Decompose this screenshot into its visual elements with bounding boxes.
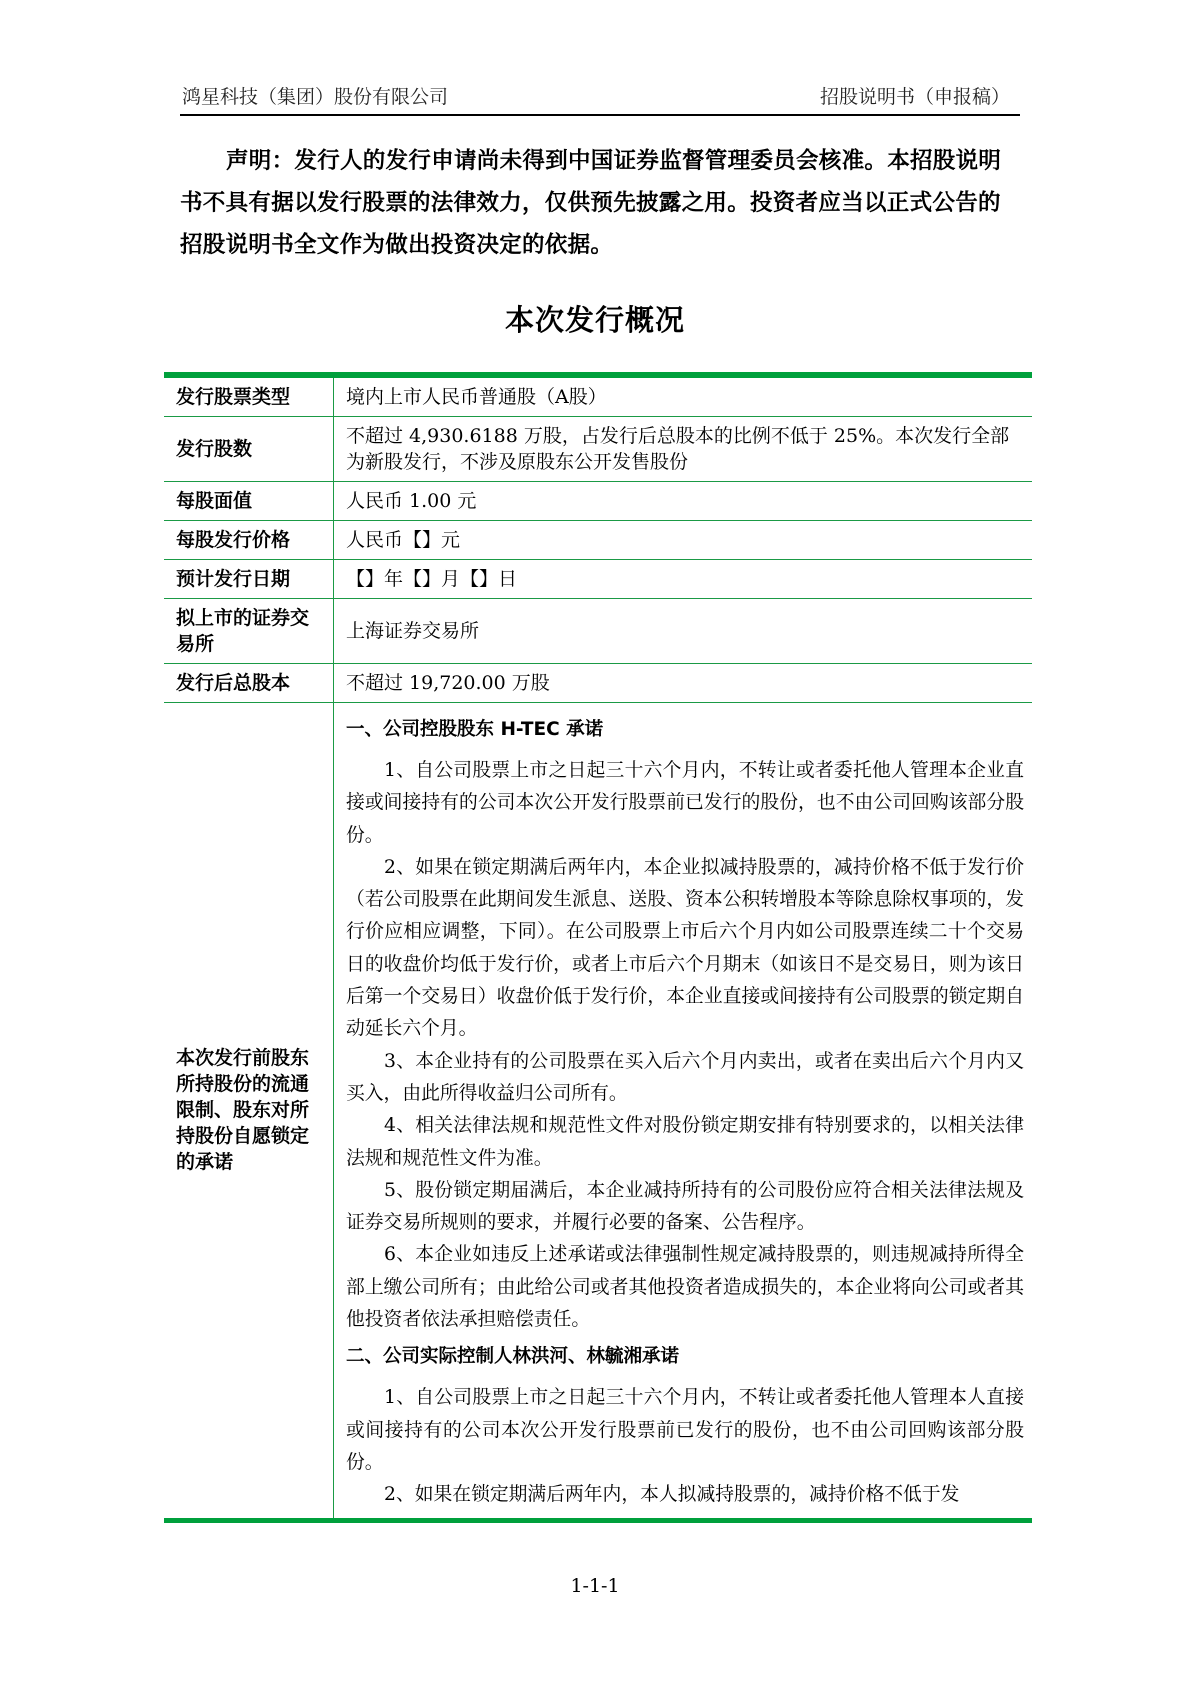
disclaimer-statement: 声明：发行人的发行申请尚未得到中国证券监督管理委员会核准。本招股说明书不具有据以发行股票的法律效力，仅供预先披露之用。投资者应当以正式公告的招股说明书全文作为做出投资决定的依据。 <box>180 148 1002 258</box>
table-row <box>164 417 1032 482</box>
section-1-item: 5、股份锁定期届满后，本企业减持所持有的公司股份应符合相关法律法规及证券交易所规则的要求，并履行必要的备案、公告程序。 <box>346 1179 1024 1234</box>
section-1-item: 2、如果在锁定期满后两年内，本企业拟减持股票的，减持价格不低于发行价（若公司股票在此期间发生派息、送股、资本公积转增股本等除息除权事项的，发行价应相应调整，下同）。在公司股票上市后六个月内如公司股票连续二十个交易日的收盘价均低于发行价，或者上市后六个月期末（如该日不是交易日，则为该日后第一个交易日）收盘价低于发行价，本企业直接或间接持有公司股票的锁定期自动延长六个月。 <box>346 856 1024 1040</box>
lockup-label: 本次发行前股东所持股份的流通限制、股东对所持股份自愿锁定的承诺 <box>164 703 334 1518</box>
table-row <box>164 560 1032 599</box>
header-company-name: 鸿星科技（集团）股份有限公司 <box>182 86 449 108</box>
issuance-overview-table <box>164 372 1032 1523</box>
row-label: 每股发行价格 <box>164 521 334 560</box>
row-value: 上海证券交易所 <box>334 599 1033 664</box>
table-row <box>164 521 1032 560</box>
row-value: 人民币【】元 <box>334 521 1033 560</box>
table-bottom-rule <box>164 1518 1032 1523</box>
section-1-title: 一、公司控股股东 H-TEC 承诺 <box>346 719 604 740</box>
row-label: 发行后总股本 <box>164 664 334 703</box>
row-label: 预计发行日期 <box>164 560 334 599</box>
table-row <box>164 703 1032 1518</box>
header-document-type: 招股说明书（申报稿） <box>819 86 1010 108</box>
section-1-item: 6、本企业如违反上述承诺或法律强制性规定减持股票的，则违规减持所得全部上缴公司所有；由此给公司或者其他投资者造成损失的，本企业将向公司或者其他投资者依法承担赔偿责任。 <box>346 1244 1024 1331</box>
row-value: 人民币 1.00 元 <box>334 482 1033 521</box>
table-row <box>164 378 1032 417</box>
row-label: 拟上市的证券交易所 <box>164 599 334 664</box>
row-value: 不超过 19,720.00 万股 <box>334 664 1033 703</box>
row-value: 不超过 4,930.6188 万股，占发行后总股本的比例不低于 25%。本次发行全部为新股发行，不涉及原股东公开发售股份 <box>334 417 1033 482</box>
row-label: 每股面值 <box>164 482 334 521</box>
page-number: 1-1-1 <box>570 1575 620 1597</box>
section-2-item: 2、如果在锁定期满后两年内，本人拟减持股票的，减持价格不低于发 <box>384 1484 960 1506</box>
section-1-item: 3、本企业持有的公司股票在买入后六个月内卖出，或者在卖出后六个月内又买入，由此所得收益归公司所有。 <box>346 1050 1024 1104</box>
table-row <box>164 599 1032 664</box>
page-header <box>180 78 1020 116</box>
section-2-item: 1、自公司股票上市之日起三十六个月内，不转让或者委托他人管理本人直接或间接持有的公司本次公开发行股票前已发行的股份，也不由公司回购该部分股份。 <box>346 1387 1024 1473</box>
lockup-commitments <box>334 703 1033 1518</box>
table-row <box>164 664 1032 703</box>
table-row <box>164 482 1032 521</box>
page-title: 本次发行概况 <box>504 303 685 337</box>
section-1-item: 4、相关法律法规和规范性文件对股份锁定期安排有特别要求的，以相关法律法规和规范性文件为准。 <box>346 1115 1024 1169</box>
row-label: 发行股票类型 <box>164 378 334 417</box>
row-label: 发行股数 <box>164 417 334 482</box>
section-1-item: 1、自公司股票上市之日起三十六个月内，不转让或者委托他人管理本企业直接或间接持有的公司本次公开发行股票前已发行的股份，也不由公司回购该部分股份。 <box>346 760 1024 846</box>
row-value: 【】年【】月【】日 <box>334 560 1033 599</box>
section-2-title: 二、公司实际控制人林洪河、林毓湘承诺 <box>346 1346 680 1368</box>
row-value: 境内上市人民币普通股（A股） <box>346 386 607 408</box>
